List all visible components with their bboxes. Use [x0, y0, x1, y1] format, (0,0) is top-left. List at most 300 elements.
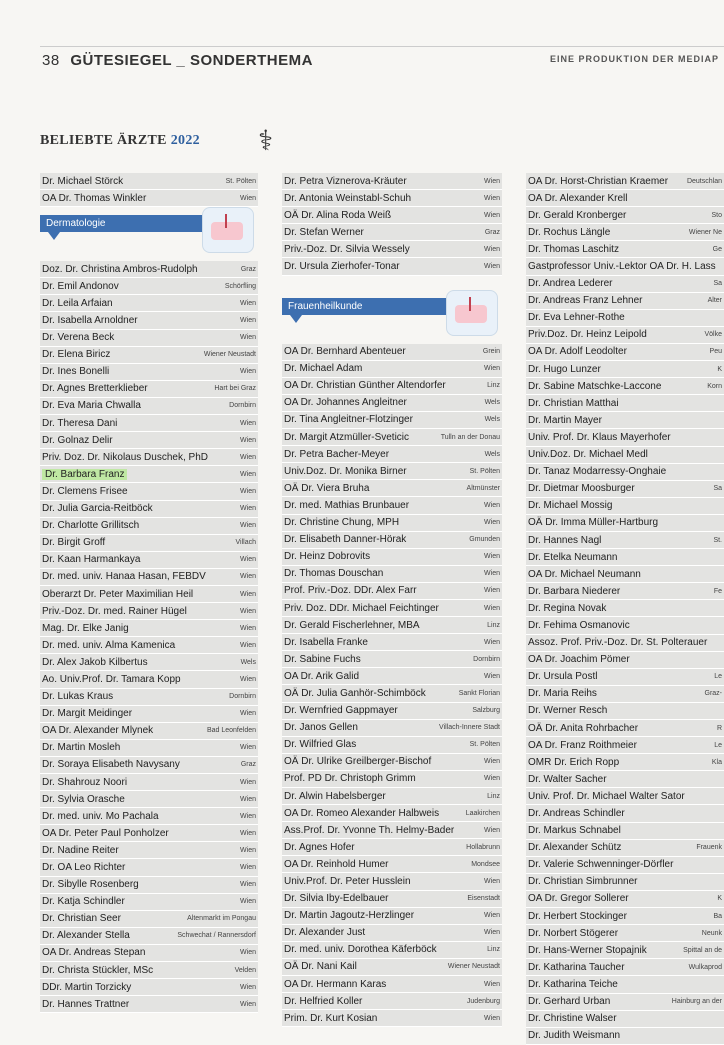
list-item	[282, 976, 502, 993]
doctor-name: Dr. Christian Matthai	[528, 397, 619, 409]
list-item	[526, 310, 724, 327]
doctor-name: Dr. Eva Lehner-Rothe	[528, 312, 625, 324]
doctor-name: Prim. Dr. Kurt Kosian	[284, 1012, 378, 1024]
list-item	[526, 258, 724, 275]
list-c1-top	[40, 173, 258, 207]
list-item	[40, 501, 258, 518]
doctor-location: Wien	[484, 878, 500, 886]
doctor-name: Oberarzt Dr. Peter Maximilian Heil	[42, 588, 194, 600]
doctor-name: Dr. Rochus Längle	[528, 226, 611, 238]
list-item	[526, 293, 724, 310]
doctor-name: OA Dr. Andreas Stepan	[42, 947, 146, 959]
doctor-name: Dr. Margit Meidinger	[42, 708, 133, 720]
doctor-name: Dr. Silvia Iby-Edelbauer	[284, 893, 389, 905]
doctor-name: Univ.Doz. Dr. Michael Medl	[528, 449, 648, 461]
doctor-location: Graz	[484, 228, 500, 236]
doctor-name: Mag. Dr. Elke Janig	[42, 622, 129, 634]
list-item	[40, 330, 258, 347]
doctor-name: Dr. Regina Novak	[528, 602, 607, 614]
doctor-location: Wien	[484, 912, 500, 920]
doctor-name: Dr. Alexander Just	[284, 927, 366, 939]
list-item	[282, 805, 502, 822]
list-item	[526, 908, 724, 925]
doctor-name: OÄ Dr. Nani Kail	[284, 961, 357, 973]
list-item	[40, 466, 258, 483]
doctor-name: OA Dr. Hermann Karas	[284, 978, 387, 990]
list-item	[526, 754, 724, 771]
doctor-name: OÄ Dr. Julia Ganhör-Schimböck	[284, 687, 426, 699]
doctor-name: Dr. Katja Schindler	[42, 896, 125, 908]
list-item	[40, 791, 258, 808]
doctor-location: Wien	[484, 980, 500, 988]
list-item	[282, 651, 502, 668]
list-item	[40, 552, 258, 569]
doctor-location: Wien	[484, 1014, 500, 1022]
doctor-location: Wien	[240, 299, 256, 307]
doctor-name: Dr. Wilfried Glas	[284, 739, 357, 751]
list-item	[526, 942, 724, 959]
list-item	[40, 757, 258, 774]
doctor-name: Univ.Prof. Dr. Peter Husslein	[284, 876, 411, 888]
list-item	[526, 549, 724, 566]
doctor-name: Dr. Thomas Laschitz	[528, 243, 619, 255]
category-badge: Dermatologie	[40, 215, 216, 232]
list-item	[282, 617, 502, 634]
list-item	[282, 788, 502, 805]
list-c2-top	[282, 173, 502, 276]
list-item	[282, 446, 502, 463]
doctor-name: Dr. Christa Stückler, MSc	[42, 964, 154, 976]
doctor-location: Wien	[240, 829, 256, 837]
doctor-location: Salzburg	[472, 707, 500, 715]
doctor-location: Tulln an der Donau	[440, 433, 500, 441]
list-item	[526, 703, 724, 720]
doctor-location: Wien	[240, 795, 256, 803]
doctor-name: Dr. Leila Arfaian	[42, 297, 113, 309]
doctor-name: Dr. Eva Maria Chwalla	[42, 400, 141, 412]
list-item	[526, 771, 724, 788]
doctor-location: Kla	[711, 758, 722, 766]
list-item	[282, 532, 502, 549]
list-item	[526, 276, 724, 293]
doctor-name: Dr. Valerie Schwenninger-Dörfler	[528, 859, 674, 871]
list-item	[526, 447, 724, 464]
doctor-name: OMR Dr. Erich Ropp	[528, 756, 620, 768]
doctor-location: Wien	[240, 1000, 256, 1008]
doctor-location: Sa	[713, 485, 722, 493]
list-item	[526, 224, 724, 241]
doctor-location: Wulkaprod	[688, 963, 722, 971]
doctor-location: Dornbirn	[229, 402, 256, 410]
list-item	[526, 976, 724, 993]
doctor-name: Dr. Gerhard Urban	[528, 996, 611, 1008]
list-item	[282, 737, 502, 754]
doctor-name: Dr. Isabella Arnoldner	[42, 315, 138, 327]
list-item	[526, 720, 724, 737]
doctor-name: OÄ Dr. Viera Bruha	[284, 482, 370, 494]
doctor-location: Wien	[240, 453, 256, 461]
doctor-location: Wels	[240, 658, 256, 666]
list-item	[526, 190, 724, 207]
doctor-name: Dr. Emil Andonov	[42, 280, 119, 292]
list-item	[282, 908, 502, 925]
list-item	[526, 959, 724, 976]
doctor-location: Wien	[240, 522, 256, 530]
list-c3	[526, 173, 724, 1045]
list-item	[526, 994, 724, 1011]
spacer	[282, 276, 502, 290]
doctor-location: Altenmarkt im Pongau	[187, 915, 256, 923]
doctor-name: Dr. Hugo Lunzer	[528, 363, 601, 375]
list-item	[40, 398, 258, 415]
doctor-location: Wien	[240, 590, 256, 598]
list-item	[40, 586, 258, 603]
doctor-location: Völke	[704, 331, 722, 339]
list-dermatologie	[40, 261, 258, 1013]
doctor-location: Wien	[484, 194, 500, 202]
list-item	[40, 894, 258, 911]
doctor-name: Dr. Thomas Douschan	[284, 568, 384, 580]
list-item	[282, 925, 502, 942]
uterus-icon	[446, 290, 498, 336]
list-item	[40, 415, 258, 432]
doctor-location: Sa	[713, 280, 722, 288]
doctor-name: Univ. Prof. Dr. Klaus Mayerhofer	[528, 431, 671, 443]
doctor-name: Dr. Christian Seer	[42, 913, 121, 925]
doctor-name: Dr. Andreas Schindler	[528, 808, 625, 820]
doctor-location: Graz	[240, 761, 256, 769]
list-item	[282, 720, 502, 737]
doctor-name: OA Dr. Joachim Pömer	[528, 654, 630, 666]
list-item	[282, 754, 502, 771]
doctor-location: Wien	[240, 573, 256, 581]
doctor-location: Wien	[240, 624, 256, 632]
doctor-name: Assoz. Prof. Priv.-Doz. Dr. St. Polterauer	[528, 637, 708, 649]
list-item	[282, 1010, 502, 1027]
doctor-name: Dr. Kaan Harmankaya	[42, 554, 141, 566]
category-dermatologie	[40, 207, 258, 261]
list-item	[526, 1028, 724, 1045]
doctor-location: Wien	[484, 929, 500, 937]
doctor-location: Wien	[240, 368, 256, 376]
doctor-location: K	[717, 365, 722, 373]
doctor-name: Dr. Gerald Kronberger	[528, 209, 627, 221]
doctor-name: Gastprofessor Univ.-Lektor OA Dr. H. Lass	[528, 261, 716, 273]
doctor-name: Dr. Julia Garcia-Reitböck	[42, 503, 153, 515]
doctor-name: Dr. Theresa Dani	[42, 417, 118, 429]
list-item	[40, 535, 258, 552]
doctor-location: Wien	[240, 881, 256, 889]
doctor-location: Sto	[711, 211, 722, 219]
doctor-name: Dr. Gerald Fischerlehner, MBA	[284, 619, 420, 631]
list-item	[282, 378, 502, 395]
list-item	[526, 241, 724, 258]
doctor-name: Dr. Etelka Neumann	[528, 551, 618, 563]
doctor-location: Wien	[240, 556, 256, 564]
list-item	[40, 620, 258, 637]
list-item	[282, 207, 502, 224]
list-item	[526, 361, 724, 378]
doctor-location: Wien	[484, 775, 500, 783]
list-item	[40, 295, 258, 312]
list-item	[40, 671, 258, 688]
doctor-name: Dr. Sylvia Orasche	[42, 793, 125, 805]
doctor-location: Wien	[484, 177, 500, 185]
doctor-name: OÄ Dr. Ulrike Greilberger-Bischof	[284, 756, 432, 768]
doctor-name: Dr. Alex Jakob Kilbertus	[42, 656, 148, 668]
doctor-name: Dr. Norbert Stögerer	[528, 927, 619, 939]
doctor-name: Dr. Alexander Schütz	[528, 842, 622, 854]
doctor-location: Laakirchen	[465, 809, 500, 817]
doctor-location: Fe	[713, 587, 722, 595]
doctor-location: Spittal an de	[683, 946, 722, 954]
list-item	[40, 347, 258, 364]
doctor-location: Schörfling	[224, 282, 256, 290]
list-item	[40, 637, 258, 654]
doctor-name: Dr. Alexander Stella	[42, 930, 130, 942]
list-item	[526, 498, 724, 515]
list-item	[40, 432, 258, 449]
doctor-name: Dr. Isabella Franke	[284, 636, 368, 648]
list-item	[40, 859, 258, 876]
doctor-location: Le	[714, 741, 722, 749]
doctor-location: Wien	[240, 487, 256, 495]
doctor-location: Wien	[240, 846, 256, 854]
doctor-name: OÄ Dr. Alina Roda Weiß	[284, 209, 392, 221]
column-2	[282, 173, 502, 1027]
list-item	[40, 261, 258, 278]
doctor-location: Wien	[240, 778, 256, 786]
page-header	[42, 52, 313, 69]
doctor-location: Wien	[484, 519, 500, 527]
doctor-location: Wien	[240, 710, 256, 718]
doctor-name: Dr. Sibylle Rosenberg	[42, 879, 139, 891]
doctor-name: OA Dr. Alexander Mlynek	[42, 725, 154, 737]
doctor-location: Wien	[240, 505, 256, 513]
doctor-location: Wien	[484, 365, 500, 373]
doctor-name: Dr. Hannes Nagl	[528, 534, 602, 546]
list-item	[40, 706, 258, 723]
list-item	[526, 925, 724, 942]
doctor-location: Mondsee	[471, 860, 500, 868]
doctor-name: Dr. Herbert Stockinger	[528, 910, 627, 922]
doctor-location: Wien	[240, 675, 256, 683]
doctor-location: Korn	[707, 382, 722, 390]
doctor-name: Dr. Walter Sacher	[528, 773, 607, 785]
list-item	[526, 515, 724, 532]
doctor-name: Dr. Barbara Franz	[42, 469, 127, 480]
list-item	[40, 364, 258, 381]
doctor-location: Wiener Ne	[688, 228, 722, 236]
list-item	[526, 464, 724, 481]
doctor-location: St. Pölten	[469, 741, 500, 749]
list-item	[40, 979, 258, 996]
list-item	[40, 603, 258, 620]
doctor-location: Wien	[240, 194, 256, 202]
doctor-name: OA Dr. Peter Paul Ponholzer	[42, 827, 169, 839]
doctor-location: Ge	[712, 245, 722, 253]
doctor-location: Linz	[487, 792, 500, 800]
doctor-location: Wien	[484, 826, 500, 834]
list-item	[40, 928, 258, 945]
doctor-location: Wien	[484, 553, 500, 561]
doctor-location: Villach-Innere Stadt	[439, 724, 500, 732]
doctor-location: Wien	[484, 501, 500, 509]
doctor-name: Dr. Tanaz Modarressy-Onghaie	[528, 466, 667, 478]
doctor-location: Dornbirn	[229, 693, 256, 701]
list-item	[526, 635, 724, 652]
list-item	[526, 1011, 724, 1028]
doctor-name: Priv.-Doz. Dr. Silvia Wessely	[284, 243, 410, 255]
list-item	[526, 600, 724, 617]
doctor-name: OÄ Dr. Imma Müller-Hartburg	[528, 517, 659, 529]
doctor-name: Dr. Clemens Frisee	[42, 485, 128, 497]
doctor-name: Dr. Stefan Werner	[284, 226, 364, 238]
doctor-name: Dr. Golnaz Delir	[42, 434, 113, 446]
list-item	[526, 207, 724, 224]
list-item	[526, 344, 724, 361]
list-item	[40, 449, 258, 466]
doctor-name: Priv.-Doz. Dr. med. Rainer Hügel	[42, 605, 187, 617]
doctor-name: Dr. Sabine Fuchs	[284, 653, 361, 665]
doctor-name: Dr. Sabine Matschke-Laccone	[528, 380, 662, 392]
doctor-name: Dr. Christine Chung, MPH	[284, 517, 400, 529]
doctor-location: Wien	[240, 864, 256, 872]
category-frauenheilkunde	[282, 290, 502, 344]
doctor-name: Dr. Helfried Koller	[284, 995, 363, 1007]
list-item	[40, 689, 258, 706]
doctor-location: Wien	[240, 436, 256, 444]
doctor-name: Dr. med. univ. Alma Kamenica	[42, 639, 176, 651]
doctor-name: Dr. Judith Weismann	[528, 1030, 621, 1042]
doctor-location: Altmünster	[466, 484, 500, 492]
doctor-location: Wien	[240, 744, 256, 752]
doctor-location: Wien	[240, 983, 256, 991]
doctor-location: Hainburg an der	[671, 998, 722, 1006]
doctor-name: OA Dr. Michael Neumann	[528, 568, 641, 580]
list-item	[40, 774, 258, 791]
doctor-location: Wien	[240, 949, 256, 957]
section-title-text: BELIEBTE ÄRZTE	[40, 133, 167, 148]
list-item	[526, 805, 724, 822]
list-item	[282, 361, 502, 378]
page-header-title: GÜTESIEGEL _ SONDERTHEMA	[70, 52, 313, 69]
list-item	[282, 668, 502, 685]
list-item	[526, 840, 724, 857]
top-rule	[40, 46, 724, 47]
page-number: 38	[42, 52, 60, 69]
doctor-name: DDr. Martin Torzicky	[42, 981, 132, 993]
list-item	[282, 942, 502, 959]
doctor-location: Linz	[487, 621, 500, 629]
list-item	[282, 258, 502, 275]
doctor-name: Dr. Agnes Bretterklieber	[42, 383, 148, 395]
list-item	[40, 654, 258, 671]
doctor-name: OA Dr. Gregor Sollerer	[528, 893, 629, 905]
doctor-location: Wien	[240, 419, 256, 427]
doctor-location: Wien	[240, 317, 256, 325]
column-3	[526, 173, 724, 1045]
publisher-note: EINE PRODUKTION DER MEDIAP	[550, 54, 720, 64]
list-item	[282, 634, 502, 651]
doctor-location: K	[717, 895, 722, 903]
list-item	[526, 891, 724, 908]
doctor-location: R	[716, 724, 722, 732]
list-item	[40, 740, 258, 757]
doctor-location: Alter	[707, 297, 722, 305]
doctor-name: Dr. Christine Walser	[528, 1013, 617, 1025]
doctor-location: Wien	[240, 898, 256, 906]
list-item	[526, 412, 724, 429]
doctor-location: Wien	[484, 638, 500, 646]
doctor-name: Dr. Michael Störck	[42, 175, 124, 187]
list-item	[282, 600, 502, 617]
doctor-location: Wien	[484, 211, 500, 219]
doctor-name: Dr. Hans-Werner Stopajnik	[528, 944, 647, 956]
doctor-location: Wien	[484, 758, 500, 766]
list-item	[282, 344, 502, 361]
doctor-location: Linz	[487, 946, 500, 954]
doctor-name: Dr. med. univ. Mo Pachala	[42, 810, 159, 822]
list-item	[40, 877, 258, 894]
doctor-location: Wien	[484, 245, 500, 253]
list-item	[282, 839, 502, 856]
doctor-name: Dr. Tina Angleitner-Flotzinger	[284, 414, 413, 426]
list-item	[282, 703, 502, 720]
doctor-name: Dr. Christian Simbrunner	[528, 876, 638, 888]
doctor-name: Univ.Doz. Dr. Monika Birner	[284, 465, 407, 477]
doctor-name: Dr. Fehima Osmanovic	[528, 619, 630, 631]
list-item	[40, 911, 258, 928]
doctor-name: Dr. Petra Bacher-Meyer	[284, 448, 390, 460]
doctor-name: Ass.Prof. Dr. Yvonne Th. Helmy-Bader	[284, 824, 455, 836]
doctor-name: Dr. Michael Adam	[284, 363, 363, 375]
doctor-name: Dr. Markus Schnabel	[528, 825, 621, 837]
doctor-location: Linz	[487, 382, 500, 390]
list-item	[40, 381, 258, 398]
doctor-name: Dr. med. univ. Hanaa Hasan, FEBDV	[42, 571, 206, 583]
doctor-name: Dr. Hannes Trattner	[42, 998, 130, 1010]
doctor-location: Eisenstadt	[467, 895, 500, 903]
list-item	[282, 856, 502, 873]
doctor-location: Wien	[484, 587, 500, 595]
section-year: 2022	[170, 133, 200, 148]
doctor-name: Dr. Alwin Habelsberger	[284, 790, 386, 802]
list-item	[526, 788, 724, 805]
doctor-name: Priv.Doz. Dr. Heinz Leipold	[528, 329, 647, 341]
doctor-name: OA Dr. Arik Galid	[284, 670, 360, 682]
doctor-name: Dr. Lukas Kraus	[42, 691, 114, 703]
doctor-name: Dr. Soraya Elisabeth Navysany	[42, 759, 180, 771]
doctor-name: Dr. Martin Jagoutz-Herzlinger	[284, 910, 415, 922]
list-item	[40, 808, 258, 825]
doctor-name: Dr. Ines Bonelli	[42, 366, 110, 378]
doctor-name: Ao. Univ.Prof. Dr. Tamara Kopp	[42, 673, 181, 685]
doctor-name: Dr. Ursula Postl	[528, 671, 598, 683]
list-item	[282, 224, 502, 241]
list-item	[282, 497, 502, 514]
doctor-location: Hart bei Graz	[214, 385, 256, 393]
doctor-name: Dr. Ursula Zierhofer-Tonar	[284, 261, 400, 273]
doctor-name: Dr. Margit Atzmüller-Sveticic	[284, 431, 410, 443]
list-item	[526, 857, 724, 874]
doctor-name: Dr. Wernfried Gappmayer	[284, 705, 398, 717]
list-item	[526, 669, 724, 686]
doctor-name: Dr. OA Leo Richter	[42, 862, 126, 874]
doctor-name: Dr. Heinz Dobrovits	[284, 551, 371, 563]
doctor-name: Prof. PD Dr. Christoph Grimm	[284, 773, 416, 785]
doctor-location: Dornbirn	[473, 655, 500, 663]
